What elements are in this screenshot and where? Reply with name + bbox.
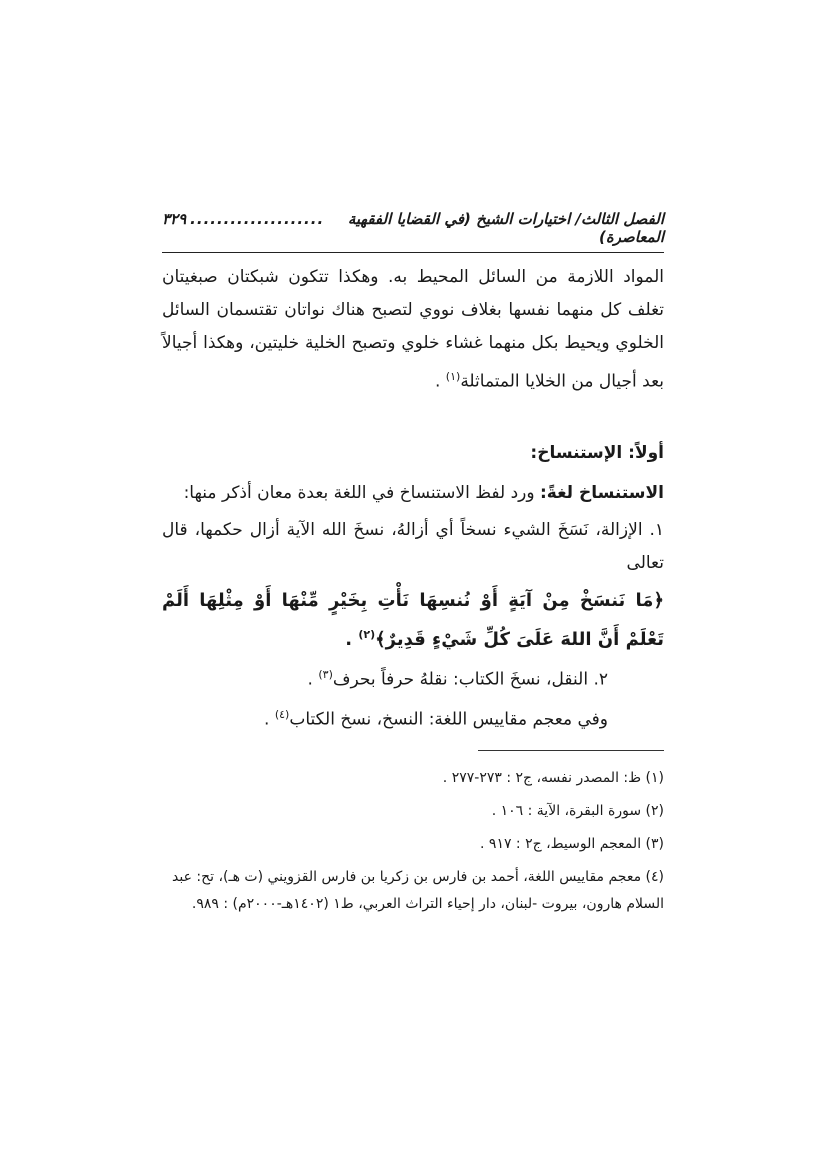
footnote-4: (٤) معجم مقاييس اللغة، أحمد بن فارس بن زكريا بن فارس القزويني (ت هـ)، تح: عبد السلام هارون، بيروت -لبنان، دار إحياء التراث العربي، ط١ (١٤٠٢هـ-٢٠٠٠م) : ٩٨٩. — [172, 868, 664, 912]
definition-term: الاستنساخ لغةً: — [539, 482, 664, 503]
verse-text: ﴿مَا نَنسَخْ مِنْ آيَةٍ أَوْ نُنسِهَا نَأْتِ بِخَيْرٍ مِّنْهَا أَوْ مِثْلِهَا أَلَمْ تَعْلَمْ أَنَّ اللهَ عَلَىَ كُلِّ شَيْءٍ قَدِيرٌ﴾ — [162, 589, 664, 650]
header-title: الفصل الثالث/ اختيارات الشيخ (في القضايا الفقهية المعاصرة) — [347, 210, 664, 246]
page-number: ٣٢٩ — [162, 210, 187, 228]
definition-text: ورد لفظ الاستنساخ في اللغة بعدة معان أذكر منها: — [183, 482, 540, 503]
item-3 — [162, 697, 664, 738]
quran-verse — [162, 584, 664, 657]
footnote-divider — [478, 750, 664, 751]
section-title: أولاً: الإستنساخ: — [530, 442, 664, 463]
page-content — [162, 210, 664, 924]
item-3-text: وفي معجم مقاييس اللغة: النسخ، نسخ الكتاب — [289, 709, 608, 730]
footnote-ref-2[interactable]: (٢) — [358, 627, 376, 641]
footnotes — [162, 765, 664, 918]
verse-end: . — [345, 628, 353, 650]
item-2-end: . — [307, 669, 313, 690]
item-2-text: ٢. النقل، نسخَ الكتاب: نقلهُ حرفاً بحرف — [332, 669, 608, 690]
footnote-ref-3[interactable]: (٣) — [318, 667, 333, 681]
item-1: ١. الإزالة، نَسَخَ الشيء نسخاً أي أزالهُ، نسخَ الله الآية أزال حكمها، قال تعالى — [162, 519, 664, 573]
definition-paragraph — [162, 477, 664, 510]
footnote-ref-4[interactable]: (٤) — [274, 708, 290, 722]
header-dots: .................... — [190, 210, 325, 228]
item-3-end: . — [264, 709, 270, 730]
intro-text: المواد اللازمة من السائل المحيط به. وهكذا تتكون شبكتان صبغيتان تغلف كل منهما نفسها بغلاف نووي لتصبح هناك نواتان تقتسمان السائل الخلوي ويحيط بكل منهما غشاء خلوي وتصبح الخلية خليتين، وهكذا أجيالاً بعد أجيال من الخلايا المتماثلة — [162, 267, 664, 392]
intro-paragraph — [162, 261, 664, 399]
footnote-ref-1[interactable]: (١) — [445, 370, 461, 383]
footnote-2: (٢) سورة البقرة، الآية : ١٠٦ . — [491, 802, 664, 819]
footnote-3: (٣) المعجم الوسيط، ج٢ : ٩١٧ . — [480, 835, 664, 852]
running-header — [162, 210, 664, 253]
footnote-1: (١) ظ: المصدر نفسه، ج٢ : ٢٧٣-٢٧٧ . — [442, 769, 664, 786]
intro-end: . — [434, 371, 441, 392]
item-2 — [162, 657, 664, 698]
